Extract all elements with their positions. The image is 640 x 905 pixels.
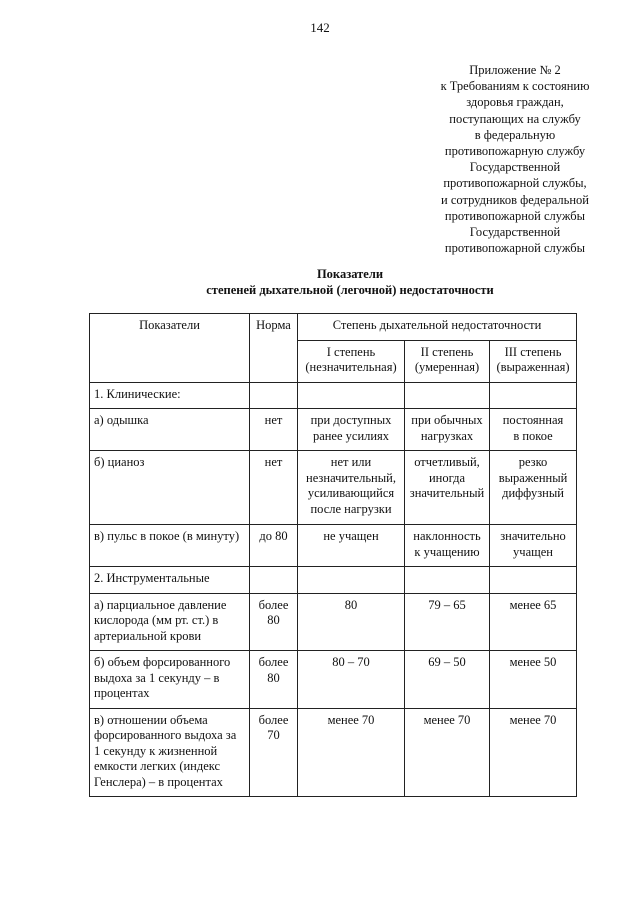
- appendix-line: к Требованиям к состоянию: [440, 79, 590, 94]
- cell-line: незначительный,: [306, 470, 396, 485]
- appendix-line: Государственной: [469, 160, 561, 175]
- cell-line: наклонность: [413, 529, 481, 543]
- cell-line: 70: [267, 728, 280, 742]
- cell-line: емкости легких (индекс: [94, 759, 221, 773]
- table-row: [90, 525, 577, 567]
- row-norm: до 80: [250, 525, 298, 567]
- section-row-instrumental: [90, 567, 577, 594]
- cell-line: после нагрузки: [310, 501, 392, 516]
- row-degree-2: [405, 525, 490, 567]
- cell-line: форсированного выдоха за: [94, 728, 237, 742]
- row-degree-3: менее 50: [490, 651, 577, 709]
- empty-cell: [250, 382, 298, 409]
- empty-cell: [490, 567, 577, 594]
- cell-line: кислорода (мм рт. ст.) в: [94, 613, 219, 627]
- cell-line: резко: [518, 455, 548, 469]
- empty-cell: [405, 567, 490, 594]
- row-degree-1: менее 70: [298, 708, 405, 797]
- appendix-line: противопожарной службы,: [443, 176, 587, 191]
- table-row: [90, 409, 577, 451]
- cell-line: выраженный: [498, 470, 568, 485]
- title-line-1: Показатели: [316, 267, 384, 281]
- cell-line: значительный: [409, 486, 485, 500]
- row-norm: нет: [250, 409, 298, 451]
- empty-cell: [298, 382, 405, 409]
- row-degree-1: 80: [298, 593, 405, 651]
- header-indicators: Показатели: [90, 314, 250, 383]
- header-degree-3-line: III степень: [504, 344, 562, 359]
- cell-line: нет или: [330, 455, 372, 469]
- header-degree-group: Степень дыхательной недостаточности: [298, 314, 577, 341]
- cell-line: а) парциальное давление: [94, 597, 227, 612]
- appendix-line: Государственной: [469, 225, 561, 240]
- appendix-line: противопожарной службы: [444, 241, 586, 256]
- row-degree-1: [298, 451, 405, 525]
- table-header-row: [90, 314, 577, 341]
- header-degree-2-line: II степень: [420, 344, 474, 359]
- row-indicator: [90, 651, 250, 709]
- row-norm: [250, 708, 298, 797]
- row-indicator: б) цианоз: [90, 451, 250, 525]
- cell-line: отчетливый,: [414, 455, 480, 469]
- cell-line: не учащен: [323, 529, 379, 543]
- header-degree-1-line: I степень: [326, 344, 376, 359]
- respiratory-insufficiency-table: [89, 313, 577, 797]
- table-row: [90, 593, 577, 651]
- appendix-line: Приложение № 2: [469, 63, 561, 77]
- header-degree-2-line: (умеренная): [414, 360, 480, 374]
- row-degree-1: [298, 525, 405, 567]
- cell-line: процентах: [94, 686, 150, 700]
- row-degree-1: [298, 409, 405, 451]
- cell-line: усиливающийся: [307, 486, 395, 500]
- row-norm: [250, 593, 298, 651]
- cell-line: постоянная: [502, 413, 564, 427]
- row-degree-3: [490, 525, 577, 567]
- cell-line: более: [258, 655, 289, 669]
- appendix-header: [420, 62, 610, 256]
- row-degree-2: 79 – 65: [405, 593, 490, 651]
- appendix-line: и сотрудников федеральной: [441, 192, 589, 207]
- title-line-2: степеней дыхательной (легочной) недостаточности: [206, 283, 494, 297]
- cell-line: при обычных: [411, 413, 483, 427]
- appendix-line: противопожарную службу: [444, 144, 586, 159]
- appendix-line: в федеральную: [474, 127, 556, 142]
- appendix-line: поступающих на службу: [449, 111, 581, 126]
- document-title: [90, 266, 610, 298]
- cell-line: иногда: [428, 470, 466, 485]
- cell-line: 1 секунду к жизненной: [94, 743, 218, 758]
- section-label: 1. Клинические:: [90, 382, 250, 409]
- row-indicator: [90, 593, 250, 651]
- row-degree-2: [405, 409, 490, 451]
- cell-line: более: [258, 712, 289, 727]
- page-number: 142: [310, 20, 330, 35]
- header-degree-1: [298, 340, 405, 382]
- appendix-line: противопожарной службы: [444, 208, 586, 223]
- row-degree-3: [490, 409, 577, 451]
- cell-line: б) объем форсированного: [94, 655, 231, 669]
- table-row: [90, 708, 577, 797]
- cell-line: диффузный: [502, 486, 564, 500]
- empty-cell: [250, 567, 298, 594]
- header-degree-3: [490, 340, 577, 382]
- cell-line: 80: [267, 613, 280, 627]
- empty-cell: [298, 567, 405, 594]
- cell-line: значительно: [500, 529, 566, 543]
- header-degree-2: [405, 340, 490, 382]
- header-degree-1-line: (незначительная): [305, 360, 397, 374]
- cell-line: Генслера) – в процентах: [94, 774, 223, 789]
- cell-line: учащен: [513, 544, 553, 559]
- cell-line: в покое: [513, 428, 553, 443]
- row-degree-3: менее 70: [490, 708, 577, 797]
- row-degree-2: 69 – 50: [405, 651, 490, 709]
- row-indicator: в) пульс в покое (в минуту): [90, 525, 250, 567]
- row-norm: нет: [250, 451, 298, 525]
- row-degree-3: менее 65: [490, 593, 577, 651]
- cell-line: выдоха за 1 секунду – в: [94, 670, 220, 685]
- cell-line: нагрузках: [420, 428, 474, 443]
- row-degree-2: [405, 451, 490, 525]
- header-norm: Норма: [250, 314, 298, 383]
- cell-line: 80: [267, 670, 280, 685]
- row-indicator: [90, 708, 250, 797]
- empty-cell: [490, 382, 577, 409]
- section-label: 2. Инструментальные: [90, 567, 250, 594]
- cell-line: в) отношении объема: [94, 712, 208, 727]
- section-row-clinical: [90, 382, 577, 409]
- cell-line: более: [258, 597, 289, 612]
- header-degree-3-line: (выраженная): [496, 360, 570, 374]
- row-indicator: а) одышка: [90, 409, 250, 451]
- row-degree-2: менее 70: [405, 708, 490, 797]
- cell-line: к учащению: [414, 544, 480, 559]
- row-degree-3: [490, 451, 577, 525]
- row-degree-1: 80 – 70: [298, 651, 405, 709]
- cell-line: артериальной крови: [94, 628, 202, 643]
- table-row: [90, 651, 577, 709]
- table-row: [90, 451, 577, 525]
- empty-cell: [405, 382, 490, 409]
- cell-line: при доступных: [310, 413, 392, 427]
- cell-line: ранее усилиях: [312, 428, 390, 443]
- row-norm: [250, 651, 298, 709]
- appendix-line: здоровья граждан,: [466, 95, 564, 110]
